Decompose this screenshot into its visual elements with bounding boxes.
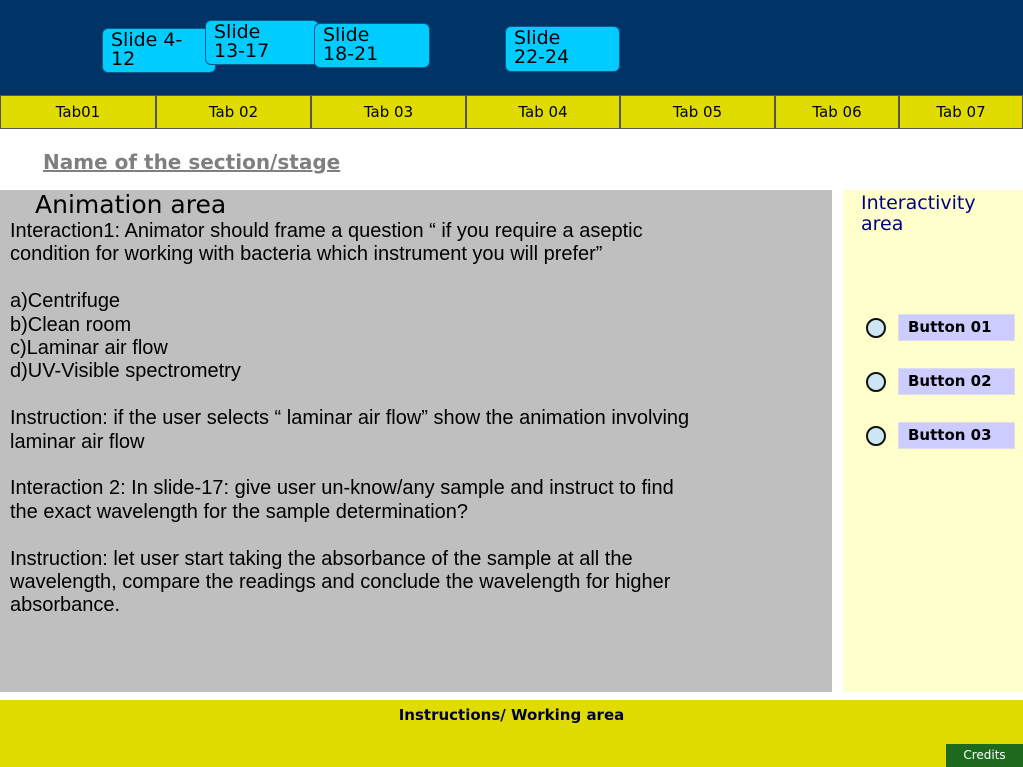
interactivity-area xyxy=(843,190,1023,692)
button-row-02 xyxy=(866,368,1016,396)
callout-label: Slide 22-24 xyxy=(514,27,570,68)
button-row-03 xyxy=(866,422,1016,450)
callout-slide-4-12 xyxy=(102,28,216,73)
tab-label: Tab 06 xyxy=(812,103,862,121)
tab-07[interactable] xyxy=(899,95,1023,129)
interactivity-area-title: Interactivity area xyxy=(861,192,976,235)
callout-label: Slide 13-17 xyxy=(214,21,270,62)
callout-slide-13-17 xyxy=(205,20,319,65)
spacer xyxy=(10,454,815,477)
credits-button[interactable]: Credits xyxy=(946,744,1023,767)
instructions-working-area xyxy=(0,700,1023,767)
tab-01[interactable] xyxy=(0,95,156,129)
button-03[interactable]: Button 03 xyxy=(898,422,1015,449)
option-b: b)Clean room xyxy=(10,313,132,336)
animation-area-title: Animation area xyxy=(35,190,227,219)
tab-02[interactable] xyxy=(156,95,311,129)
instruction-1-text: Instruction: if the user selects “ laminar air flow” show the animation involving laminar air flow xyxy=(10,407,690,453)
spacer xyxy=(10,267,815,290)
button-02[interactable]: Button 02 xyxy=(898,368,1015,395)
radio-icon[interactable] xyxy=(866,318,886,338)
section-title: Name of the section/stage xyxy=(43,150,341,174)
tab-03[interactable] xyxy=(311,95,466,129)
option-d: d)UV-Visible spectrometry xyxy=(10,360,241,383)
interaction-2-text: Interaction 2: In slide-17: give user un-know/any sample and instruct to find the exact wavelength for the sample determination? xyxy=(10,477,674,523)
tab-label: Tab 02 xyxy=(208,103,259,121)
callout-slide-18-21 xyxy=(314,23,430,68)
callout-label: Slide 4- 12 xyxy=(111,29,183,70)
spacer xyxy=(10,384,815,407)
instruction-2-text: Instruction: let user start taking the absorbance of the sample at all the wavelength, compare the readings and conclude the wavelength for higher absorbance. xyxy=(10,547,671,617)
tab-05[interactable] xyxy=(620,95,775,129)
tab-bar xyxy=(0,95,1023,129)
animation-area xyxy=(0,190,832,692)
callout-slide-22-24 xyxy=(505,26,620,72)
footer-title: Instructions/ Working area xyxy=(398,706,625,724)
tab-label: Tab 03 xyxy=(363,103,414,121)
radio-icon[interactable] xyxy=(866,372,886,392)
tab-06[interactable] xyxy=(775,95,899,129)
option-c: c)Laminar air flow xyxy=(10,337,168,360)
button-01[interactable]: Button 01 xyxy=(898,314,1015,341)
option-a: a)Centrifuge xyxy=(10,290,121,313)
tab-label: Tab 07 xyxy=(936,103,986,121)
tab-label: Tab01 xyxy=(55,103,101,121)
tab-label: Tab 05 xyxy=(672,103,723,121)
spacer xyxy=(10,524,815,547)
header-bar xyxy=(0,0,1023,95)
interaction-1-text: Interaction1: Animator should frame a question “ if you require a aseptic condition for working with bacteria which instrument you will prefer” xyxy=(10,220,643,266)
tab-label: Tab 04 xyxy=(518,103,568,121)
animation-area-body xyxy=(10,220,815,618)
button-row-01 xyxy=(866,314,1016,342)
radio-icon[interactable] xyxy=(866,426,886,446)
tab-04[interactable] xyxy=(466,95,620,129)
callout-label: Slide 18-21 xyxy=(323,24,379,65)
